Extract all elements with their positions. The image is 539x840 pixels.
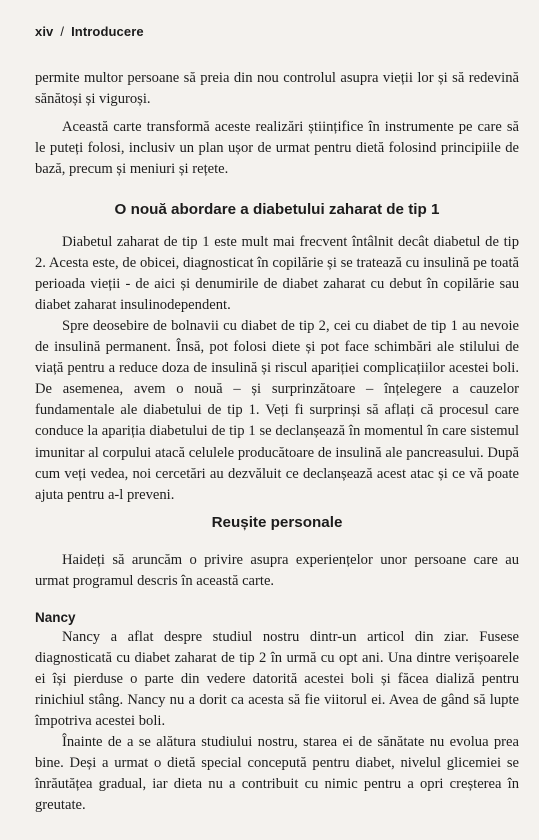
section-heading-success: Reușite personale [211, 514, 343, 531]
running-head [35, 24, 144, 39]
paragraph-book-purpose: Această carte transformă aceste realizări științifice în instrumente pe care să le puteți folosi, inclusiv un plan ușor de urmat pentru dietă folosind principiile de bază, precum și meniuri și rețete. [35, 119, 519, 178]
page-number: xiv [35, 24, 54, 39]
paragraph-success-intro: Haideți să aruncăm o privire asupra experiențelor unor persoane care au urmat programul descris în această carte. [35, 552, 519, 590]
paragraph-nancy-before: Înainte de a se alătura studiului nostru, starea ei de sănătate nu evolua prea bine. Deși a urmat o dietă special concepută pentru diabet, nivelul glicemiei se înrăutățea gradual, iar dieta nu a contribuit cu nimic pentru a opri creșterea în greutate. [35, 734, 519, 814]
paragraph-continuation: permite multor persoane să preia din nou controlul asupra vieții lor și să redevină sănătoși și viguroși. [35, 70, 519, 108]
chapter-title: Introducere [71, 24, 144, 39]
subheading-nancy: Nancy [35, 610, 76, 625]
section-heading-type1: O nouă abordare a diabetului zaharat de tip 1 [114, 201, 440, 218]
paragraph-type1-intro: Diabetul zaharat de tip 1 este mult mai frecvent întâlnit decât diabetul de tip 2. Acesta este, de obicei, diagnosticat în copilărie și se tratează cu insulină pe toată perioada vieții - de aici și denumirile de diabet zaharat cu debut în copilărie sau diabet zaharat insulinodependent. [35, 234, 519, 314]
running-head-separator: / [60, 24, 65, 39]
paragraph-type1-causes: Spre deosebire de bolnavii cu diabet de tip 2, cei cu diabet de tip 1 au nevoie de insulină permanent. Însă, pot folosi diete și pot face schimbări ale stilului de viață pentru a reduce doza de insulină și riscul apariției complicațiilor acestei boli. De asemenea, avem o nouă – și surprinzătoare – înțelegere a cauzelor fundamentale ale diabetului de tip 1. Veți fi surprinși să aflați că procesul care conduce la apariția diabetului de tip 1 se declanșează în momentul în care sistemul imunitar al corpului atacă celulele producătoare de insulină ale pancreasului. După cum veți vedea, noi cercetări au dezvăluit ce declanșează acest atac și ce vă poate ajuta pentru a-l preveni. [35, 318, 519, 503]
paragraph-nancy-story: Nancy a aflat despre studiul nostru dintr-un articol din ziar. Fusese diagnosticată cu diabet zaharat de tip 2 în urmă cu opt ani. Una dintre verișoarele ei își pierduse o parte din vedere datorită acestei boli și făcea dializă pentru rinichiul stâng. Nancy nu a dorit ca acesta să fie viitorul ei. Avea de gând să lupte împotriva acestei boli. [35, 629, 519, 730]
